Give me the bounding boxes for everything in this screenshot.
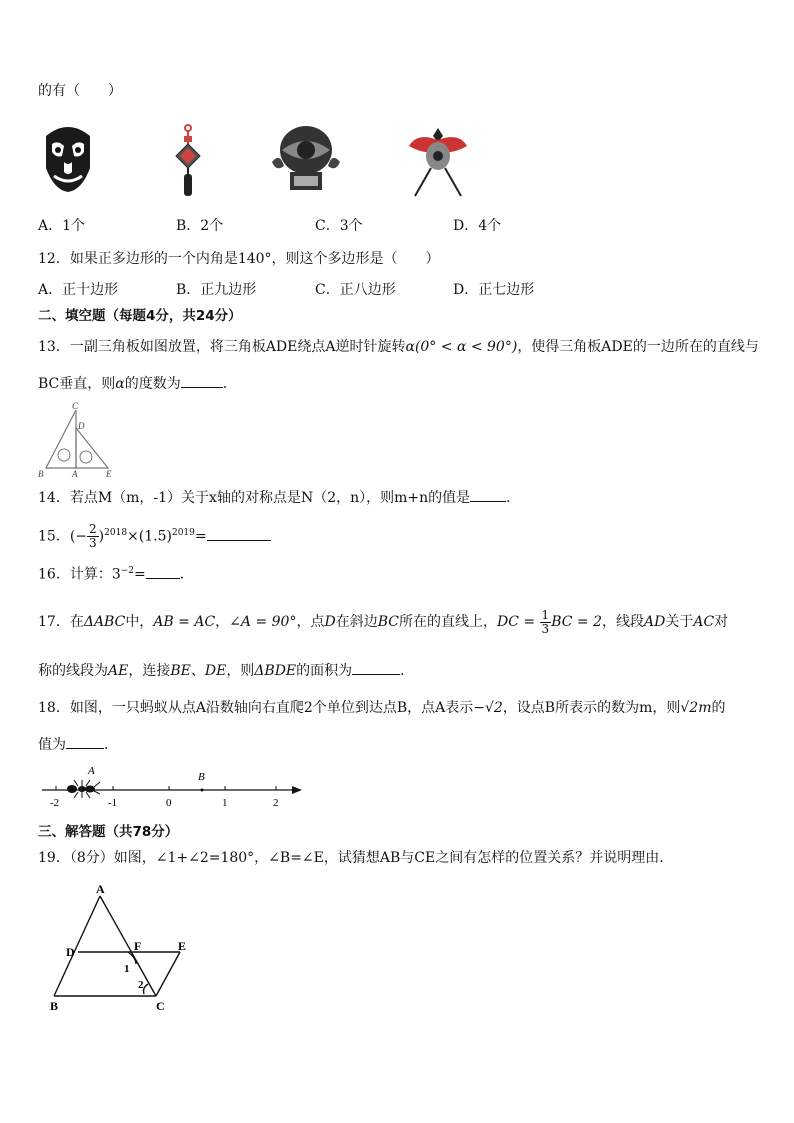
q19-label-c: C	[156, 999, 165, 1013]
q19-label-1: 1	[124, 963, 130, 975]
tick-label: 0	[166, 797, 172, 809]
q18-point-b: B	[198, 771, 205, 783]
q17-line2: 称的线段为AE，连接BE、DE，则ΔBDE的面积为 ．	[38, 660, 414, 681]
q17-line1: 17．在ΔABC中，AB = AC，∠A = 90°，点D在斜边BC所在的直线上，DC = $\frac{1}{3}$ BC = 2，线段AD关于AC对	[38, 607, 729, 636]
q14-stem: 14．若点M（m，-1）关于x轴的对称点是N（2，n），则m+n的值是 ．	[38, 487, 520, 508]
q12-stem: 12．如果正多边形的一个内角是140°，则这个多边形是（ ）	[38, 251, 440, 267]
swallow-kite-image	[405, 122, 471, 198]
q18-point-a: A	[88, 765, 95, 777]
q12-option-d: D．正七边形	[453, 282, 535, 298]
tick-label: 1	[222, 797, 228, 809]
section-2-heading: 二、填空题（每题4分，共24分）	[38, 308, 242, 324]
q15-stem: 15．(− $\frac{2}{3}$ )$^{2018}\times(1.5)^{2019}=$	[38, 518, 271, 552]
section-3-heading: 三、解答题（共78分）	[38, 824, 179, 840]
q11-option-a: A．1个	[38, 218, 86, 234]
q13-triangle-figure	[34, 400, 120, 478]
opera-mask-image	[42, 122, 94, 194]
tick-label: -1	[108, 797, 118, 809]
q13-label-e: E	[106, 469, 112, 478]
q13-label-b: B	[38, 469, 44, 478]
q19-label-a: A	[96, 882, 105, 896]
q16-stem: 16．计算：$3^{-2}=$ ．	[38, 561, 194, 585]
ornament-pattern-image	[268, 122, 344, 196]
q18-line1: 18．如图，一只蚂蚁从点A沿数轴向右直爬2个单位到达点B，点A表示−√2，设点B所表示的数为m，则√2m的	[38, 700, 726, 716]
q11-option-b: B．2个	[176, 218, 224, 234]
tick-label: 2	[273, 797, 279, 809]
q13-label-c: C	[72, 401, 79, 411]
q19-geometry-figure	[44, 880, 194, 1016]
q18-number-line	[38, 762, 308, 812]
ant-icon	[67, 780, 100, 798]
tick-label: -2	[50, 797, 60, 809]
q13-line1: 13．一副三角板如图放置，将三角板ADE绕点A逆时针旋转α(0° < α < 90°)，使得三角板ADE的一边所在的直线与	[38, 339, 759, 355]
q19-stem: 19．（8分）如图，∠1+∠2=180°，∠B=∠E，试猜想AB与CE之间有怎样的位置关系？并说明理由．	[38, 850, 674, 866]
q19-label-e: E	[178, 939, 187, 953]
q12-option-a: A．正十边形	[38, 282, 119, 298]
q12-option-c: C．正八边形	[315, 282, 396, 298]
q18-line2: 值为 ．	[38, 734, 118, 755]
q11-option-d: D．4个	[453, 218, 502, 234]
q13-line2: BC垂直，则α的度数为 .	[38, 373, 227, 394]
q19-label-d: D	[66, 945, 75, 959]
chinese-knot-image	[170, 122, 206, 198]
q13-label-a: A	[72, 469, 78, 478]
q19-label-2: 2	[138, 979, 144, 991]
q19-label-b: B	[50, 999, 59, 1013]
q13-label-d: D	[78, 421, 85, 431]
q12-option-b: B．正九边形	[176, 282, 257, 298]
q11-option-c: C．3个	[315, 218, 363, 234]
q11-tail: 的有（ ）	[38, 83, 122, 99]
q19-label-f: F	[134, 939, 142, 953]
